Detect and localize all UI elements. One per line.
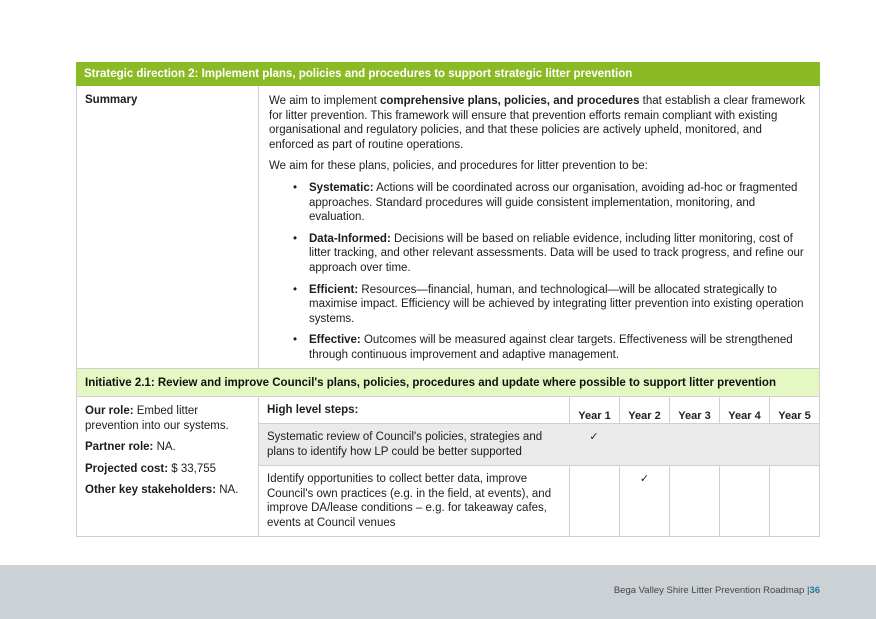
step-1-year-3-mark [669, 424, 719, 465]
step-2-year-4-mark [719, 466, 769, 536]
bullet-text [309, 181, 809, 225]
bullet-body: Outcomes will be measured against clear targets. Effectiveness will be strengthened through continuous improvement and adaptive management. [309, 334, 793, 361]
strategic-direction-body [76, 86, 820, 377]
detail-partner-role [85, 440, 250, 455]
steps-header-label: High level steps: [267, 404, 359, 416]
year-4-header: Year 4 [719, 397, 769, 423]
detail-text: $ 33,755 [168, 462, 217, 475]
summary-paragraph-1-bold: comprehensive plans, policies, and procedures [380, 95, 640, 107]
year-3-header: Year 3 [669, 397, 719, 423]
bullet-term: Data-Informed: [309, 232, 391, 245]
step-1-year-1-mark: ✓ [589, 431, 599, 443]
bullet-item-systematic [269, 181, 809, 225]
bullet-body: Resources—financial, human, and technological—will be allocated strategically to maximise impact. Efficiency will be achieved by integrating litter prevention into existing operation systems. [309, 283, 804, 325]
detail-term: Our role: [85, 405, 134, 417]
initiative-header: Initiative 2.1: Review and improve Council's plans, policies, procedures and update where possible to support litter prevention [76, 368, 820, 396]
year-1-header: Year 1 [569, 397, 619, 423]
summary-paragraph-2: We aim for these plans, policies, and procedures for litter prevention to be: [269, 160, 648, 173]
initiative-details-cell [77, 397, 259, 536]
footer-title: Bega Valley Shire Litter Prevention Roadmap | [613, 585, 810, 596]
bullet-item-effective [269, 333, 809, 362]
step-description: Identify opportunities to collect better data, improve Council's own practices (e.g. in the field, at events), and improve DA/lease conditions – e.g. for takeaway cafes, events at Council venues [267, 473, 552, 529]
detail-our-role [85, 404, 250, 433]
initiative-steps-grid [259, 397, 819, 536]
bullet-glyph: • [293, 283, 298, 296]
detail-stakeholders [85, 483, 250, 498]
initiative-table [76, 368, 820, 537]
page-footer [0, 565, 876, 619]
summary-label: Summary [77, 86, 259, 376]
bullet-term: Effective: [309, 334, 361, 347]
bullet-text [309, 232, 809, 276]
detail-text: Embed litter prevention into our systems. [85, 405, 229, 432]
bullet-glyph: • [293, 334, 298, 347]
bullet-glyph: • [293, 232, 298, 245]
bullet-body: Decisions will be based on reliable evidence, including litter monitoring, cost of litter tracking, and other relevant assessments. Data will be used to track progress, and refine our approach over time. [309, 232, 804, 274]
bullet-text [309, 333, 809, 362]
step-2-year-2-mark: ✓ [619, 466, 669, 536]
detail-text: NA. [216, 484, 239, 496]
steps-header-row [259, 397, 819, 424]
summary-paragraph-1 [269, 94, 809, 152]
detail-term: Projected cost: [85, 462, 169, 475]
year-5-header: Year 5 [769, 397, 819, 423]
bullet-glyph: • [293, 181, 298, 194]
footer-page-number: 36 [809, 585, 820, 596]
strategic-direction-header: Strategic direction 2: Implement plans, policies and procedures to support strategic litter prevention [76, 62, 820, 86]
step-1-year-2-mark [619, 424, 669, 465]
bullet-term: Systematic: [309, 181, 374, 194]
summary-paragraph-1-lead: We aim to implement [269, 95, 380, 107]
bullet-term: Efficient: [309, 283, 359, 296]
step-2-year-5-mark [769, 466, 819, 536]
detail-projected-cost [85, 462, 250, 477]
step-1-year-5-mark [769, 424, 819, 465]
detail-term: Partner role: [85, 441, 154, 453]
step-description: Systematic review of Council's policies, strategies and plans to identify how LP could be better supported [267, 431, 543, 458]
detail-term: Other key stakeholders: [85, 484, 217, 496]
summary-content [259, 86, 819, 376]
step-2-year-1-mark [569, 466, 619, 536]
summary-paragraph-1-rest: that establish a clear framework for litter prevention. This framework will ensure that prevention efforts remain compliant with existing organisational and regulatory policies, and that these policies are actively upheld, monitored, and enforced as part of routine operations. [269, 95, 806, 151]
detail-text: NA. [153, 441, 176, 453]
step-1-year-4-mark [719, 424, 769, 465]
bullet-item-efficient [269, 283, 809, 327]
bullet-text [309, 283, 809, 327]
initiative-body [76, 396, 820, 537]
step-row-2 [259, 466, 819, 536]
bullet-body: Actions will be coordinated across our organisation, avoiding ad-hoc or fragmented approaches. Standard procedures will guide consistent implementation, monitoring, and evaluation. [309, 181, 798, 224]
step-row-1 [259, 424, 819, 466]
step-2-year-3-mark [669, 466, 719, 536]
strategic-direction-table [76, 62, 820, 377]
year-2-header: Year 2 [619, 397, 669, 423]
bullet-item-data-informed [269, 232, 809, 276]
